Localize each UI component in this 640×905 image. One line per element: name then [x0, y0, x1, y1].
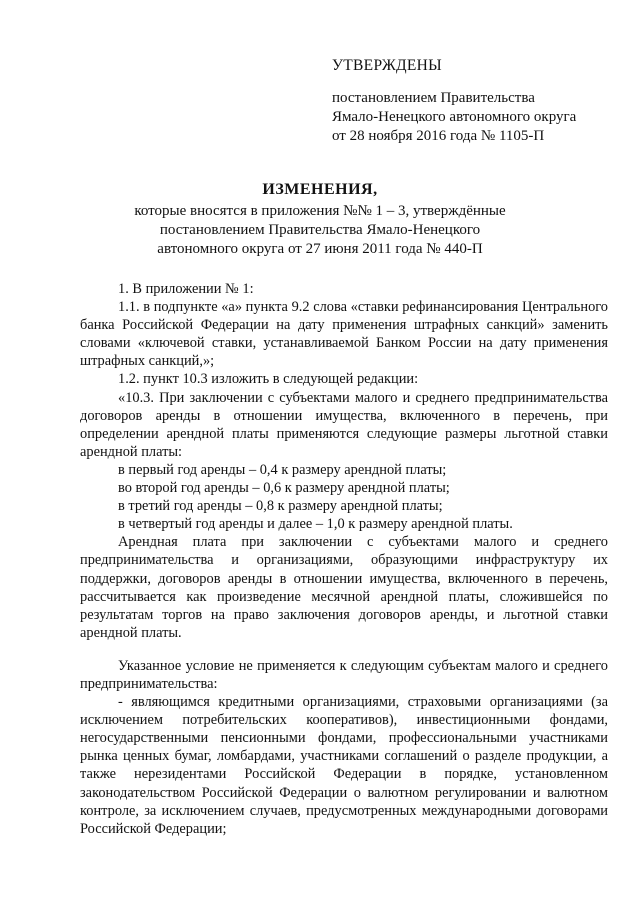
paragraph-1: 1. В приложении № 1: — [118, 281, 254, 297]
paragraph-1-1: 1.1. в подпункте «а» пункта 9.2 слова «ставки рефинансирования Центрального банка Российской Федерации на дату применения штрафных санкций» заменить словами «ключевой ставки, устанавливаемой Банком России на дату применения штрафных санкций,»; — [80, 299, 608, 370]
approval-line-2: Ямало-Ненецкого автономного округа — [332, 109, 577, 125]
heading-line-1: которые вносятся в приложения №№ 1 – 3, утверждённые — [134, 203, 506, 219]
approval-block — [332, 56, 576, 146]
paragraph-condition: Указанное условие не применяется к следующим субъектам малого и среднего предпринимательства: — [80, 657, 608, 692]
paragraph-rent: Арендная плата при заключении с субъектами малого и среднего предпринимательства и организациями, образующими инфраструктуру их поддержки, договоров аренды в отношении имущества, включенного в перечень, рассчитывается как произведение месячной арендной платы, сложившейся по результатам торгов на право заключения договоров аренды, и льготной ставки арендной платы. — [80, 534, 608, 641]
approval-line-1: постановлением Правительства — [332, 90, 535, 106]
approval-line-3: от 28 ноября 2016 года № 1105-П — [332, 128, 545, 144]
document-body — [80, 280, 608, 838]
heading-line-3: автономного округа от 27 июня 2011 года № 440-П — [157, 241, 483, 257]
paragraph-10-3: «10.3. При заключении с субъектами малого и среднего предпринимательства договоров аренды в отношении имущества, включенного в перечень, при определении арендной платы применяются следующие размеры льготной ставки арендной платы: — [80, 389, 608, 460]
rate-item-3: в третий год аренды – 0,8 к размеру арендной платы; — [118, 498, 443, 515]
rate-item-4: в четвертый год аренды и далее – 1,0 к размеру арендной платы. — [118, 516, 513, 533]
rate-item-2: во второй год аренды – 0,6 к размеру арендной платы; — [118, 480, 450, 497]
paragraph-1-2: 1.2. пункт 10.3 изложить в следующей редакции: — [118, 371, 419, 388]
approval-word: УТВЕРЖДЕНЫ — [332, 57, 442, 74]
rate-item-1: в первый год аренды – 0,4 к размеру арендной платы; — [118, 461, 447, 478]
paragraph-exclusion: - являющимся кредитными организациями, страховыми организациями (за исключением потребительских кооперативов), инвестиционными фондами, негосударственными пенсионными фондами, профессиональными участниками рынка ценных бумаг, ломбардами, участниками соглашений о разделе продукции, а также нерезидентами Российской Федерации в порядке, установленном законодательством Российской Федерации о валютном регулировании и валютном контроле, за исключением случаев, предусмотренных международными договорами Российской Федерации; — [80, 694, 608, 837]
heading-block — [100, 180, 540, 259]
document-title: ИЗМЕНЕНИЯ, — [262, 181, 378, 198]
heading-line-2: постановлением Правительства Ямало-Ненецкого — [159, 222, 481, 238]
